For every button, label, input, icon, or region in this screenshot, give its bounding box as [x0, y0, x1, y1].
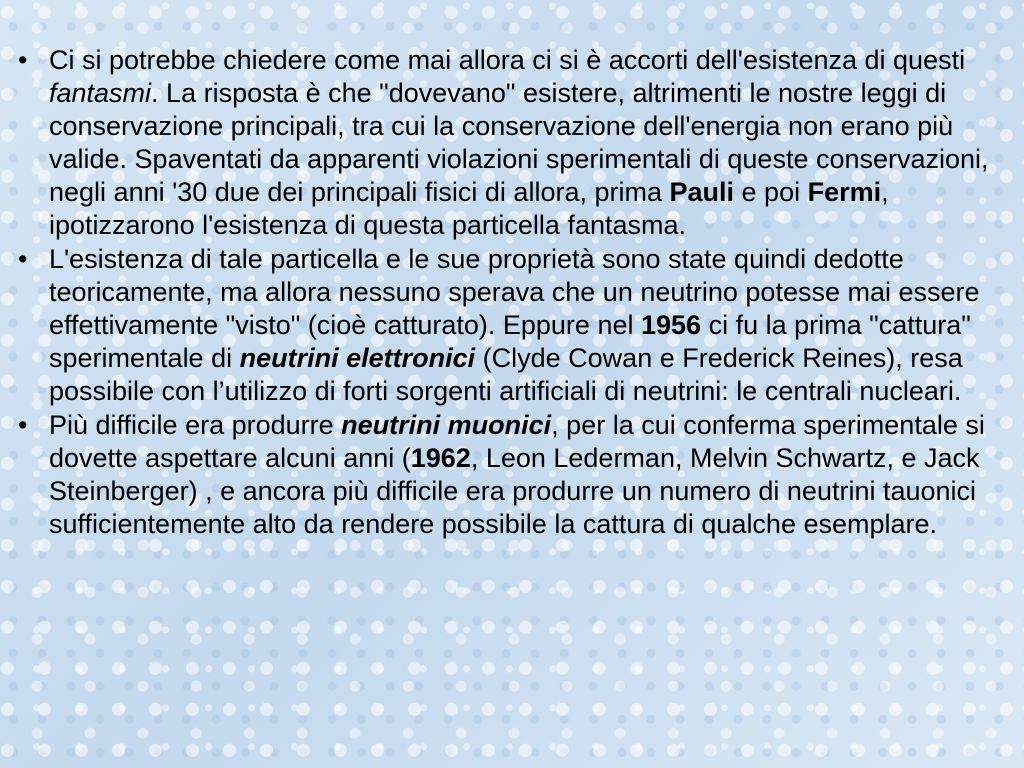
text-run: , Leon Lederman, Melvin Schwartz, e Jack Steinberger) , e ancora più difficile era produrre un numero di neutrini tauonici sufficientemente alto da rendere possibile la cattura di qualche esemplare.: [49, 443, 980, 539]
text-run-bold: 1962: [410, 443, 471, 473]
text-run: e poi: [734, 177, 808, 207]
bullet-marker: •: [18, 410, 28, 440]
bullet-text: [49, 45, 989, 240]
text-run: , ipotizzarono l'esistenza di questa particella fantasma.: [49, 177, 889, 240]
text-run: Ci si potrebbe chiedere come mai allora ci si è accorti dell'esistenza di questi: [49, 45, 966, 75]
text-run: ci fu la prima "cattura" sperimentale di: [49, 310, 971, 373]
bullet-item: [0, 409, 1024, 541]
bullet-marker: •: [18, 45, 28, 75]
bullet-marker: •: [18, 244, 28, 274]
text-run: . La risposta è che "dovevano" esistere, altrimenti le nostre leggi di conservazione principali, tra cui la conservazione dell'energia non erano più valide. Spaventati da apparenti violazioni sperimentali di queste conservazioni, negli anni '30 due dei principali fisici di allora, prima: [49, 78, 989, 207]
text-run-bold-italic: neutrini muonici: [341, 410, 552, 440]
text-run: , per la cui conferma sperimentale si dovette aspettare alcuni anni (: [49, 410, 985, 473]
bullet-text: [49, 410, 985, 539]
text-run-italic: fantasmi: [49, 78, 152, 108]
bullet-item: [0, 44, 1024, 242]
text-run: L'esistenza di tale particella e le sue proprietà sono state quindi dedotte teoricamente, ma allora nessuno sperava che un neutrino potesse mai essere effettivamente "visto" (cioè catturato). Eppure nel: [49, 244, 980, 340]
text-run-bold: Pauli: [669, 177, 735, 207]
text-run-bold: 1956: [640, 310, 702, 340]
text-run-bold-italic: neutrini elettronici: [239, 343, 476, 373]
bullet-item: [0, 243, 1024, 408]
bullet-text: [49, 244, 980, 406]
text-run: (Clyde Cowan e Frederick Reines), resa possibile con l’utilizzo di forti sorgenti artificiali di neutrini: le centrali nucleari.: [49, 343, 963, 406]
bullet-list: [0, 44, 1024, 541]
text-run-bold: Fermi: [807, 177, 882, 207]
slide-content: [0, 44, 1024, 542]
text-run: Più difficile era produrre: [49, 410, 342, 440]
